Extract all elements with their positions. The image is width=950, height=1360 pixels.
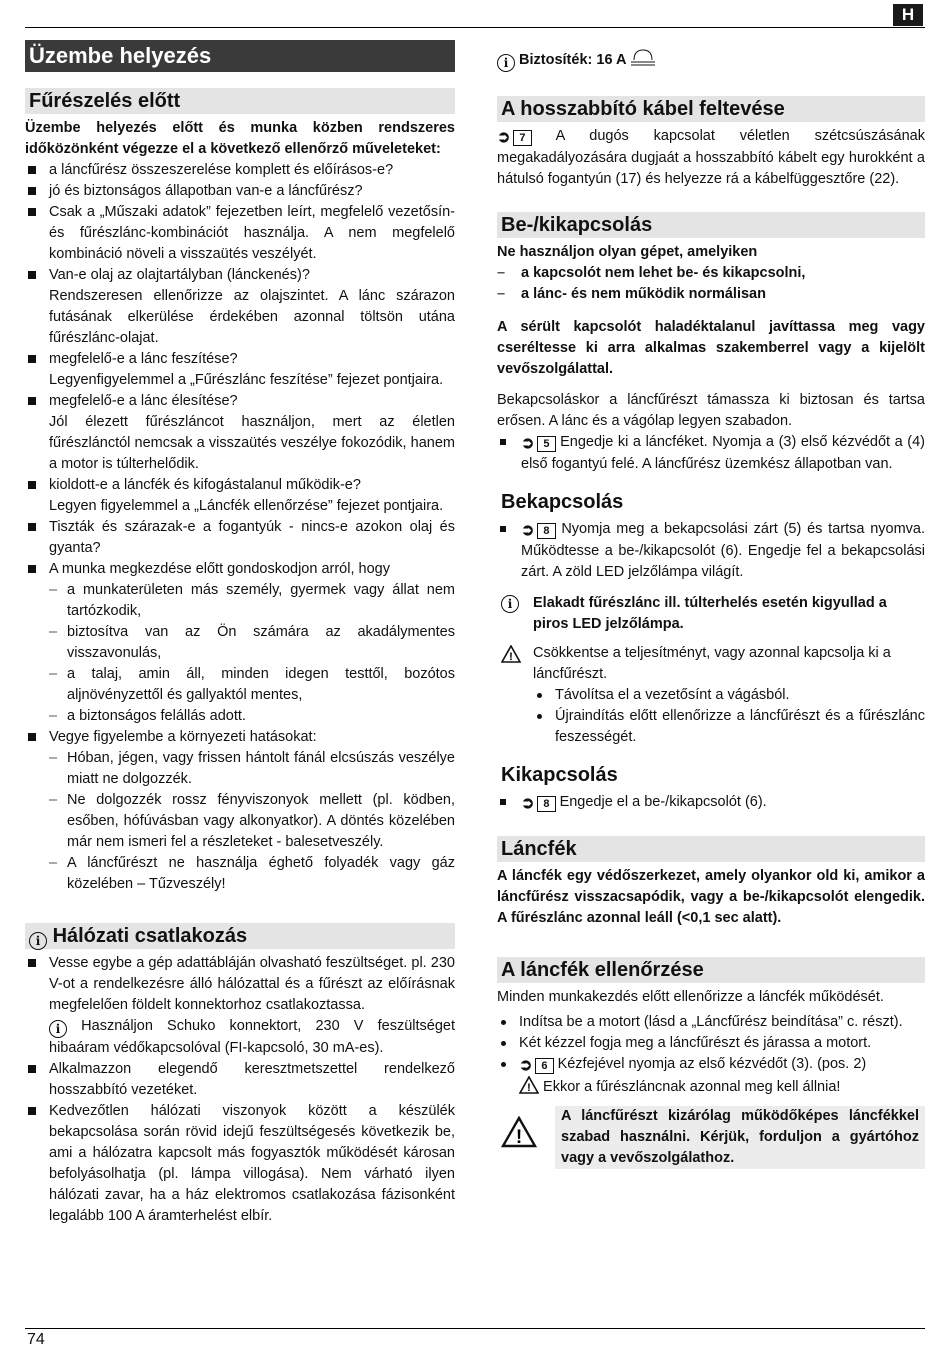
mains-list (25, 953, 455, 1016)
extension-cable-text: ➲ 7 A dugós kapcsolat véletlen szétcsúszásának megakadályozására dugjaát a hosszabbító kábelt egy hurokként a hátulsó fogantyún (17) és helyezze rá a kábelfüggesztőre (22). (497, 128, 925, 187)
section-heading-mains-connection: i Hálózati csatlakozás (25, 923, 455, 949)
list-item: Újraindítás előtt ellenőrizze a láncfűrészt és a fűrészlánc feszességét. (533, 706, 925, 748)
list-item: Csak a „Műszaki adatok” fejezetben leírt, megfelelő vezetősín- és fűrészlánc-kombinációt használja. A nem megfelelő kombináció növeli a visszaütés veszélyét. (25, 202, 455, 265)
checklist-intro: Üzembe helyezés előtt és munka közben rendszeres időközönként végezze el a következő ellenőrző műveleteket: (25, 120, 455, 157)
list-item: Indítsa be a motort (lásd a „Láncfűrész beindítása” c. részt). (497, 1012, 925, 1033)
chain-brake-text: A láncfék egy védőszerkezet, amely olyankor old ki, amikor a láncfűrész visszacsapódik, vagy a be-/kikapcsolót elengedik. A fűrészlánc azonnal leáll (<0,1 sec alatt). (497, 868, 925, 926)
list-item: – Hóban, jégen, vagy frissen hántolt fánál elcsúszás veszélye miatt ne dolgozzék. (49, 748, 455, 790)
section-heading-before-cutting: Fűrészelés előtt (25, 88, 455, 114)
section-heading-switch-off: Kikapcsolás (501, 764, 618, 786)
warning-icon (519, 1076, 539, 1094)
figure-reference: ➲ 6 (519, 1055, 554, 1076)
list-item: kioldott-e a láncfék és kifogástalanul működik-e? Legyen figyelemmel a „Láncfék ellenőrzése” fejezet pontjaira. (25, 475, 455, 517)
svg-text:!: ! (515, 1127, 523, 1148)
list-item: Tiszták és szárazak-e a fogantyúk - nincs-e azokon olaj és gyanta? (25, 517, 455, 559)
list-item: ➲ 6 Kézfejével nyomja az első kézvédőt (3). (pos. 2) ! Ekkor a fűrészláncnak azonnal meg kell állnia! (497, 1054, 925, 1098)
repair-warning: A sérült kapcsolót haladéktalanul javíttassa meg vagy cseréltesse ki arra alkalmas szakemberrel vagy a kijelölt vevőszolgálattal. (497, 319, 925, 377)
arrow-right-icon: ➲ (521, 522, 535, 539)
list-item: – biztosítva van az Ön számára az akadálymentes visszavonulás, (49, 622, 455, 664)
page-number: 74 (27, 1331, 45, 1348)
list-item: Van-e olaj az olajtartályban (lánckenés)? Rendszeresen ellenőrizze az olajszintet. A lánc szárazon futásának elkerülése érdekében azonnal töltsön utána fűrészlánc-olajat. (25, 265, 455, 349)
list-item: Két kézzel fogja meg a láncfűrészt és járassa a motort. (497, 1033, 925, 1054)
arrow-right-icon: ➲ (497, 129, 511, 146)
list-item: Vegye figyelembe a környezeti hatásokat: – Hóban, jégen, vagy frissen hántolt fánál elcsúszás veszélye miatt ne dolgozzék. – Ne dolgozzék rossz fényviszonyok mellett (pl. ködben, esőben, hófúvásban vagy alkonyatkor). A döntés közelében már nem ismeri fel a részleteket - balesetveszély. – A láncfűrészt ne használja éghető folyadék vagy gáz közelében – Tűzveszély! (25, 727, 455, 895)
mains-list-2 (25, 1059, 455, 1227)
onoff-intro: Ne használjon olyan gépet, amelyiken (497, 244, 758, 260)
list-item: ➲ 8 Nyomja meg a bekapcsolási zárt (5) és tartsa nyomva. Működtesse a be-/kikapcsolót (6). Engedje fel a bekapcsolási zárt. A zöld LED jelzőlámpa világít. (497, 519, 925, 583)
figure-reference: ➲ 8 (521, 793, 556, 814)
arrow-right-icon: ➲ (519, 1057, 533, 1074)
work-area-conditions (49, 580, 455, 727)
list-item: – a biztonságos felállás adott. (49, 706, 455, 727)
svg-text:!: ! (509, 651, 513, 663)
section-heading-on-off: Be-/kikapcsolás (497, 212, 925, 238)
info-icon: i (501, 595, 519, 613)
section-heading-extension-cable: A hosszabbító kábel feltevése (497, 96, 925, 122)
list-item: Alkalmazzon elegendő keresztmetszettel rendelkező hosszabbító vezetéket. (25, 1059, 455, 1101)
list-item: Kedvezőtlen hálózati viszonyok között a készülék bekapcsolása során rövid idejű feszültségesés következik be, ami a hálózatra kapcsolt más fogyasztók működését károsan befolyásolhatja (pl. lámpa villogása). Nem várható ilyen hálózati zavar, ha a ház elektromos csatlakozása fázisonként legalább 100 A áramterhelést elbír. (25, 1101, 455, 1227)
arrow-right-icon: ➲ (521, 435, 535, 452)
list-item: a láncfűrész összeszerelése komplett és előírásos-e? (25, 160, 455, 181)
final-warning-text: A láncfűrészt kizárólag működőképes láncfékkel szabad használni. Kérjük, forduljon a gyártóhoz vagy a vevőszolgálathoz. (555, 1106, 925, 1169)
list-item: Távolítsa el a vezetősínt a vágásból. (533, 685, 925, 706)
list-item: – a talaj, amin áll, minden idegen testtől, bozótos aljnövényzettől és gallyaktól mentes, (49, 664, 455, 706)
list-item: A munka megkezdése előtt gondoskodjon arról, hogy – a munkaterületen más személy, gyermek vagy állat nem tartózkodik, – biztosítva van az Ön számára az akadálymentes visszavonulás, – a talaj, amin áll, minden idegen testtől, bozótos aljnövényzettől és gallyaktól mentes, – a biztonságos felállás adott. (25, 559, 455, 727)
footer-rule (25, 1328, 925, 1329)
chain-brake-check-intro: Minden munkakezdés előtt ellenőrizze a láncfék működését. (497, 989, 884, 1005)
list-item: – a lánc- és nem működik normálisan (497, 284, 925, 305)
info-icon: i (29, 932, 47, 950)
onoff-steps (497, 432, 925, 475)
section-heading-switch-on: Bekapcsolás (501, 491, 624, 513)
figure-reference: ➲ 5 (521, 433, 556, 454)
right-column (497, 40, 925, 1169)
list-item: – a munkaterületen más személy, gyermek vagy állat nem tartózkodik, (49, 580, 455, 622)
page-title: Üzembe helyezés (25, 40, 455, 72)
info-icon: i (49, 1020, 67, 1038)
section-heading-chain-brake-check: A láncfék ellenőrzése (497, 957, 925, 983)
final-warning-block (497, 1106, 925, 1169)
overload-steps (533, 685, 925, 748)
figure-reference: ➲ 8 (521, 520, 556, 541)
svg-text:!: ! (527, 1082, 531, 1094)
list-item: megfelelő-e a lánc feszítése? Legyenfigyelemmel a „Fűrészlánc feszítése” fejezet pontjaira. (25, 349, 455, 391)
header-rule (25, 27, 925, 28)
list-item: ➲ 5 Engedje ki a láncféket. Nyomja a (3) első kézvédőt a (4) első fogantyú felé. A láncfűrész üzemkész állapotban van. (497, 432, 925, 475)
switch-on-steps (497, 519, 925, 583)
list-item: megfelelő-e a lánc élesítése? Jól élezett fűrészláncot használjon, mert az életlen fűrészlánctól nemcsak a visszaütés veszélye fokozódik, hanem a motor is túlterhelődik. (25, 391, 455, 475)
list-item: – Ne dolgozzék rossz fényviszonyok mellett (pl. ködben, esőben, hófúvásban vagy alkonyatkor). A döntés közelében már nem ismeri fel a részleteket - balesetveszély. (49, 790, 455, 853)
arrow-right-icon: ➲ (521, 795, 535, 812)
list-item: – A láncfűrészt ne használja éghető folyadék vagy gáz közelében – Tűzveszély! (49, 853, 455, 895)
language-badge: H (893, 4, 923, 26)
list-item: jó és biztonságos állapotban van-e a láncfűrész? (25, 181, 455, 202)
info-icon: i (497, 54, 515, 72)
overload-warning: ! Csökkentse a teljesítményt, vagy azonnal kapcsolja ki a láncfűrészt. (497, 643, 925, 685)
warning-icon (501, 1116, 537, 1148)
list-item: – a kapcsolót nem lehet be- és kikapcsolni, (497, 263, 925, 284)
chain-brake-check-steps (497, 1012, 925, 1098)
figure-reference: ➲ 7 (497, 127, 532, 148)
fuse-note: i Biztosíték: 16 A (497, 46, 925, 72)
environment-conditions (49, 748, 455, 895)
list-item: Vesse egybe a gép adattábláján olvasható feszültséget. pl. 230 V-ot a rendelkezésre álló hálózattal és a fűrészt az előírásnak megfelelően földelt konnektorhoz csatlakoztassa. (25, 953, 455, 1016)
switch-off-steps (497, 792, 925, 814)
left-column (25, 40, 455, 1227)
list-item: ➲ 8 Engedje el a be-/kikapcsolót (6). (497, 792, 925, 814)
warning-icon (501, 645, 521, 663)
onoff-body: Bekapcsoláskor a láncfűrészt támassza ki biztosan és tartsa erősen. A lánc és a vágólap legyen szabadon. (497, 392, 925, 429)
onoff-conditions (497, 263, 925, 305)
fuse-icon (630, 46, 656, 68)
checklist (25, 160, 455, 895)
led-info: i Elakadt fűrészlánc ill. túlterhelés esetén kigyullad a piros LED jelzőlámpa. (497, 593, 925, 635)
section-heading-chain-brake: Láncfék (497, 836, 925, 862)
schuko-info: i Használjon Schuko konnektort, 230 V feszültséget hibaáram védőkapcsolóval (FI-kapcsoló, 30 mA-es). (49, 1018, 455, 1056)
